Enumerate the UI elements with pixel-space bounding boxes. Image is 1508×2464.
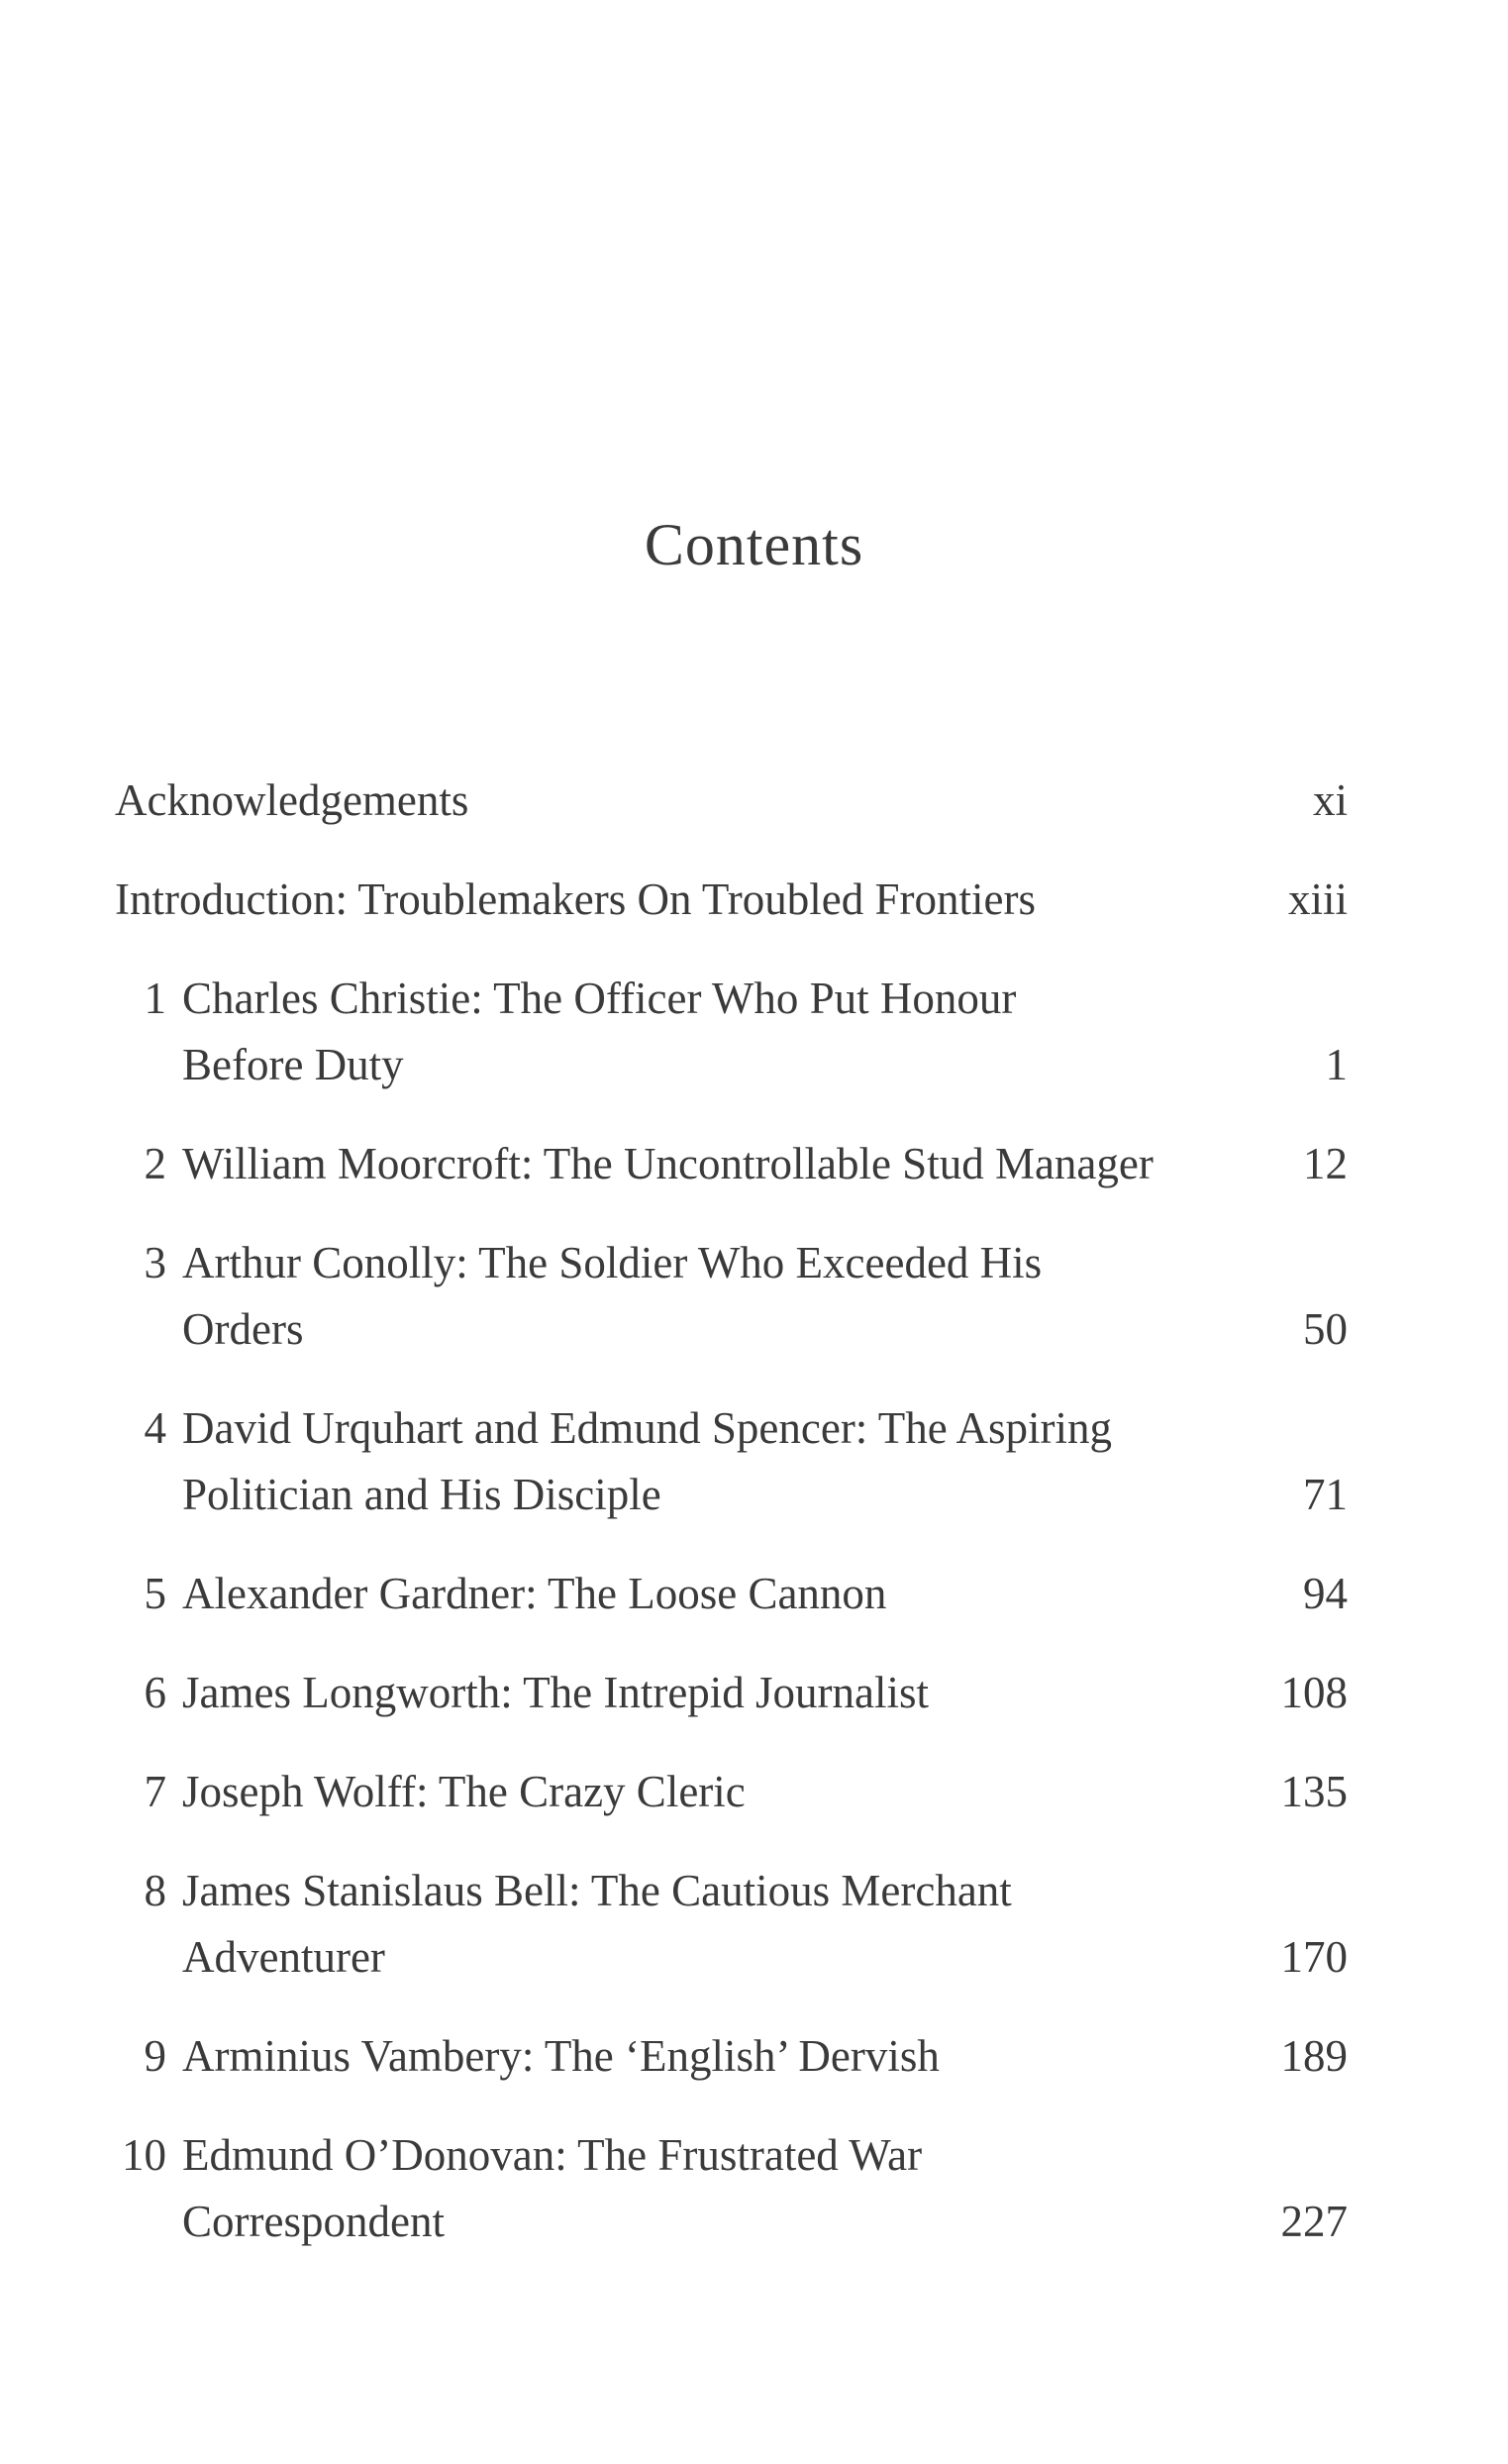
page-title: Contents [644,512,864,577]
chapter-number: 2 [144,1139,166,1188]
chapter-number: 3 [144,1238,166,1287]
toc-entry-chapter-10 [115,2122,1348,2255]
toc-entry-chapter-7 [115,1759,1348,1825]
entry-page-number: 135 [1280,1767,1348,1816]
chapter-title-line-1: Joseph Wolff: The Crazy Cleric [182,1767,746,1816]
chapter-title-line-2: Adventurer [182,1932,385,1982]
entry-title: Introduction: Troublemakers On Troubled Frontiers [115,874,1036,924]
chapter-title-line-1: Charles Christie: The Officer Who Put Honour [182,974,1017,1023]
chapter-number: 9 [144,2031,166,2081]
chapter-title-line-2: Before Duty [182,1040,404,1089]
chapter-title-line-2: Politician and His Disciple [182,1470,661,1519]
entry-page-number: 170 [1280,1932,1348,1982]
chapter-number: 5 [144,1569,166,1618]
chapter-number: 1 [144,974,166,1023]
toc-entry-chapter-6 [115,1660,1348,1726]
toc-entry-acknowledgements [115,768,1348,834]
entry-page-number: xiii [1287,874,1348,924]
entry-page-number: 12 [1303,1139,1348,1188]
toc-entry-chapter-4 [115,1395,1348,1528]
chapter-number: 10 [122,2130,166,2180]
entry-page-number: 94 [1303,1569,1348,1618]
chapter-number: 4 [144,1403,166,1453]
chapter-title-line-1: David Urquhart and Edmund Spencer: The Aspiring [182,1403,1112,1453]
toc-entry-chapter-3 [115,1230,1348,1363]
chapter-number: 7 [144,1767,166,1816]
entry-page-number: 50 [1303,1304,1348,1354]
entry-page-number: 108 [1280,1668,1348,1717]
entry-title: Acknowledgements [115,775,469,825]
toc-entry-chapter-9 [115,2023,1348,2090]
toc-entry-chapter-2 [115,1131,1348,1197]
chapter-title-line-1: Alexander Gardner: The Loose Cannon [182,1569,887,1618]
table-of-contents [115,768,1348,2255]
chapter-title-line-1: Arthur Conolly: The Soldier Who Exceeded His [182,1238,1043,1287]
chapter-title-line-2: Orders [182,1304,304,1354]
chapter-title-line-2: Correspondent [182,2197,445,2246]
toc-entry-chapter-8 [115,1858,1348,1991]
chapter-number: 6 [144,1668,166,1717]
toc-entry-chapter-1 [115,966,1348,1098]
chapter-title-line-1: James Longworth: The Intrepid Journalist [182,1668,930,1717]
entry-page-number: 71 [1303,1470,1348,1519]
chapter-title-line-1: William Moorcroft: The Uncontrollable Stud Manager [182,1139,1154,1188]
entry-page-number: 1 [1325,1040,1348,1089]
entry-page-number: 227 [1280,2197,1348,2246]
entry-page-number: xi [1312,775,1348,825]
toc-entry-chapter-5 [115,1561,1348,1627]
entry-page-number: 189 [1280,2031,1348,2081]
chapter-title-line-1: James Stanislaus Bell: The Cautious Merchant [182,1866,1012,1915]
chapter-title-line-1: Edmund O’Donovan: The Frustrated War [182,2130,923,2180]
chapter-number: 8 [144,1866,166,1915]
chapter-title-line-1: Arminius Vambery: The ‘English’ Dervish [182,2031,940,2081]
toc-entry-introduction [115,867,1348,933]
